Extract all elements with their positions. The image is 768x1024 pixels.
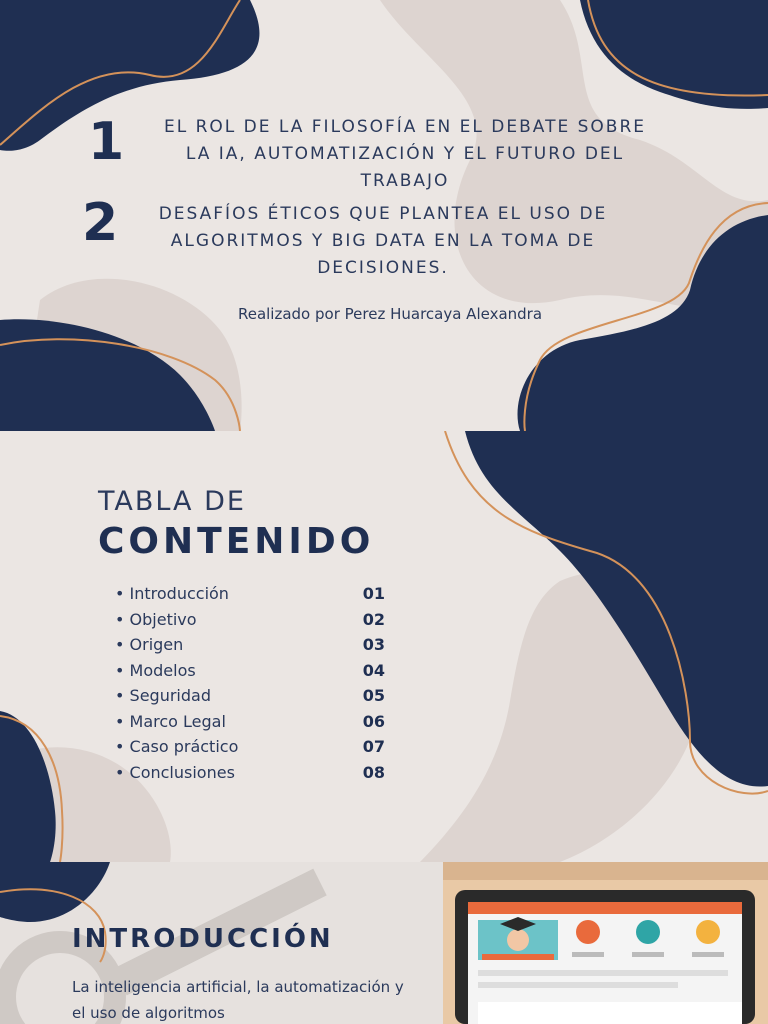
toc-item-label: Origen [129,635,184,654]
toc-item-page: 03 [362,635,385,654]
item-title-1: EL ROL DE LA FILOSOFÍA EN EL DEBATE SOBRE LA IA, AUTOMATIZACIÓN Y EL FUTURO DEL TRABAJO [163,117,647,191]
item-title-2: DESAFÍOS ÉTICOS QUE PLANTEA EL USO DE ALGORITMOS Y BIG DATA EN LA TOMA DE DECISIONES. [158,204,608,278]
item-number-1: 1 [88,112,125,172]
toc-item-label: Objetivo [129,609,197,629]
table-of-contents [115,584,385,788]
toc-item: • Marco Legal 06 [115,712,385,738]
toc-item-label: Seguridad [129,686,211,705]
slide-2 [0,431,768,862]
toc-item-page: 02 [362,609,385,629]
toc-item: • Caso práctico 07 [115,737,385,763]
toc-item-label: Modelos [129,660,196,680]
item-number-2: 2 [82,193,119,253]
slide-1 [0,0,768,431]
toc-heading-main: CONTENIDO [98,521,375,562]
toc-item: • Objetivo 02 [115,610,385,636]
toc-item-page: 06 [362,711,385,731]
toc-item: • Origen 03 [115,635,385,661]
toc-item: • Conclusiones 08 [115,763,385,789]
toc-item-label: Caso práctico [129,737,239,756]
toc-item-label: Marco Legal [129,711,226,731]
toc-item: • Seguridad 05 [115,686,385,712]
toc-item: • Modelos 04 [115,661,385,687]
toc-item: • Introducción 01 [115,584,385,610]
toc-item-label: Introducción [129,584,229,603]
slide-3 [0,862,768,1024]
toc-item-page: 07 [362,737,385,756]
author-credit: Realizado por Perez Huarcaya Alexandra [237,305,543,323]
toc-item-page: 05 [362,686,385,705]
intro-heading: INTRODUCCIÓN [72,924,334,954]
toc-heading-top: TABLA DE [98,486,246,517]
toc-item-label: Conclusiones [129,762,235,782]
intro-paragraph: La inteligencia artificial, la automatización y el uso de algoritmos [72,978,404,1022]
toc-item-page: 08 [362,762,385,782]
toc-item-page: 01 [362,584,385,603]
toc-item-page: 04 [362,660,385,680]
